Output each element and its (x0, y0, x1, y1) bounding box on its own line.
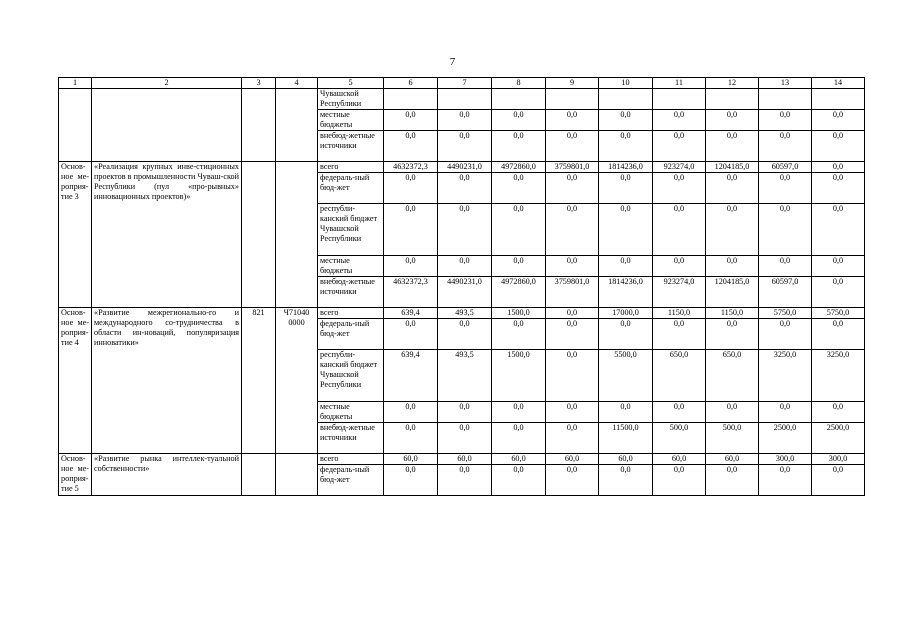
value-cell: 60,0 (438, 454, 492, 465)
value-cell: 0,0 (706, 256, 759, 277)
value-cell: 500,0 (653, 423, 706, 454)
value-cell: 0,0 (759, 402, 812, 423)
value-cell: 0,0 (546, 204, 599, 256)
value-cell: 0,0 (438, 173, 492, 204)
table-row (59, 162, 865, 173)
value-cell: 300,0 (812, 454, 865, 465)
value-cell: 0,0 (599, 204, 653, 256)
value-cell: 4972860,0 (492, 162, 546, 173)
column-number-header: 9 (546, 78, 599, 89)
value-cell: 500,0 (706, 423, 759, 454)
funding-source-cell: внебюд-жетные источники (318, 131, 384, 162)
value-cell: 0,0 (384, 465, 438, 496)
value-cell: 0,0 (384, 256, 438, 277)
value-cell: 0,0 (759, 131, 812, 162)
value-cell: 493,5 (438, 308, 492, 319)
value-cell: 0,0 (599, 131, 653, 162)
value-cell: 2500,0 (759, 423, 812, 454)
column-number-header: 3 (242, 78, 276, 89)
value-cell: 300,0 (759, 454, 812, 465)
value-cell: 0,0 (653, 465, 706, 496)
code-cell (242, 89, 276, 162)
measure-label: Основ-ное ме-роприя-тие 3 (59, 162, 92, 308)
value-cell: 0,0 (653, 256, 706, 277)
table-row (59, 454, 865, 465)
page-number: 7 (449, 56, 456, 68)
value-cell: 0,0 (759, 204, 812, 256)
column-number-header: 6 (384, 78, 438, 89)
column-number-header: 8 (492, 78, 546, 89)
value-cell: 0,0 (492, 131, 546, 162)
measure-label: Основ-ное ме-роприя-тие 5 (59, 454, 92, 496)
value-cell: 4632372,3 (384, 162, 438, 173)
funding-source-cell: федераль-ный бюд-жет (318, 319, 384, 350)
column-number-header: 4 (276, 78, 318, 89)
value-cell: 0,0 (706, 319, 759, 350)
responsible-code (242, 162, 276, 308)
table-row (59, 89, 865, 110)
value-cell: 1204185,0 (706, 277, 759, 308)
value-cell: 493,5 (438, 350, 492, 402)
value-cell: 0,0 (599, 173, 653, 204)
value-cell: 923274,0 (653, 277, 706, 308)
value-cell: 923274,0 (653, 162, 706, 173)
value-cell: 0,0 (438, 131, 492, 162)
value-cell: 0,0 (546, 131, 599, 162)
value-cell: 0,0 (653, 319, 706, 350)
value-cell: 0,0 (492, 256, 546, 277)
value-cell: 0,0 (759, 256, 812, 277)
value-cell: 0,0 (546, 465, 599, 496)
column-number-header: 14 (812, 78, 865, 89)
value-cell: 0,0 (384, 173, 438, 204)
value-cell: 0,0 (759, 319, 812, 350)
label-cell (59, 89, 92, 162)
value-cell: 60,0 (546, 454, 599, 465)
value-cell: 0,0 (546, 402, 599, 423)
value-cell: 17000,0 (599, 308, 653, 319)
value-cell: 650,0 (653, 350, 706, 402)
column-number-header: 11 (653, 78, 706, 89)
value-cell: 0,0 (812, 131, 865, 162)
value-cell: 1500,0 (492, 350, 546, 402)
value-cell: 1150,0 (706, 308, 759, 319)
value-cell: 60,0 (492, 454, 546, 465)
value-cell: 0,0 (492, 204, 546, 256)
value-cell: 0,0 (438, 110, 492, 131)
value-cell: 0,0 (599, 402, 653, 423)
column-number-header: 7 (438, 78, 492, 89)
budget-classification-code (276, 162, 318, 308)
value-cell: 1204185,0 (706, 162, 759, 173)
value-cell (492, 89, 546, 110)
value-cell: 0,0 (438, 423, 492, 454)
value-cell: 0,0 (706, 402, 759, 423)
value-cell: 0,0 (546, 110, 599, 131)
value-cell (759, 89, 812, 110)
value-cell: 5500,0 (599, 350, 653, 402)
value-cell: 0,0 (653, 131, 706, 162)
value-cell: 1500,0 (492, 308, 546, 319)
value-cell: 0,0 (599, 465, 653, 496)
value-cell: 4490231,0 (438, 162, 492, 173)
value-cell: 0,0 (438, 465, 492, 496)
funding-source-cell: местные бюджеты (318, 256, 384, 277)
funding-source-cell: внебюд-жетные источники (318, 277, 384, 308)
value-cell: 0,0 (759, 173, 812, 204)
value-cell: 0,0 (706, 131, 759, 162)
value-cell: 0,0 (546, 173, 599, 204)
value-cell: 2500,0 (812, 423, 865, 454)
value-cell: 0,0 (492, 173, 546, 204)
value-cell: 1814236,0 (599, 277, 653, 308)
value-cell: 0,0 (706, 465, 759, 496)
value-cell: 3759801,0 (546, 162, 599, 173)
value-cell: 0,0 (599, 110, 653, 131)
value-cell: 4490231,0 (438, 277, 492, 308)
value-cell: 0,0 (812, 277, 865, 308)
value-cell: 4972860,0 (492, 277, 546, 308)
value-cell (653, 89, 706, 110)
value-cell: 0,0 (546, 319, 599, 350)
value-cell: 60,0 (384, 454, 438, 465)
value-cell: 639,4 (384, 308, 438, 319)
measure-name: «Развитие рынка интеллек-туальной собственности» (92, 454, 242, 496)
measure-label: Основ-ное ме-роприя-тие 4 (59, 308, 92, 454)
value-cell: 0,0 (812, 173, 865, 204)
value-cell (546, 89, 599, 110)
value-cell: 11500,0 (599, 423, 653, 454)
value-cell: 0,0 (492, 465, 546, 496)
funding-source-cell: федераль-ный бюд-жет (318, 173, 384, 204)
column-number-header: 2 (92, 78, 242, 89)
name-cell (92, 89, 242, 162)
value-cell: 0,0 (438, 402, 492, 423)
value-cell: 0,0 (759, 110, 812, 131)
value-cell: 0,0 (546, 256, 599, 277)
funding-source-cell: всего (318, 454, 384, 465)
funding-source-cell: федераль-ный бюд-жет (318, 465, 384, 496)
value-cell (438, 89, 492, 110)
value-cell: 5750,0 (812, 308, 865, 319)
value-cell: 0,0 (812, 465, 865, 496)
value-cell: 0,0 (492, 110, 546, 131)
value-cell: 0,0 (384, 423, 438, 454)
responsible-code: 821 (242, 308, 276, 454)
value-cell: 0,0 (438, 256, 492, 277)
value-cell: 4632372,3 (384, 277, 438, 308)
value-cell: 0,0 (492, 402, 546, 423)
budget-table (58, 77, 865, 496)
value-cell: 0,0 (384, 204, 438, 256)
value-cell: 0,0 (812, 110, 865, 131)
value-cell: 0,0 (492, 423, 546, 454)
value-cell: 3759801,0 (546, 277, 599, 308)
column-number-header: 12 (706, 78, 759, 89)
value-cell: 0,0 (706, 110, 759, 131)
value-cell: 0,0 (438, 319, 492, 350)
value-cell: 0,0 (384, 319, 438, 350)
value-cell: 0,0 (384, 131, 438, 162)
value-cell: 5750,0 (759, 308, 812, 319)
value-cell: 60,0 (706, 454, 759, 465)
responsible-code (242, 454, 276, 496)
value-cell: 0,0 (599, 319, 653, 350)
value-cell: 0,0 (653, 204, 706, 256)
value-cell: 0,0 (653, 402, 706, 423)
column-number-header: 10 (599, 78, 653, 89)
value-cell: 0,0 (384, 110, 438, 131)
value-cell: 0,0 (706, 204, 759, 256)
column-number-header: 13 (759, 78, 812, 89)
table-row (59, 308, 865, 319)
value-cell (384, 89, 438, 110)
value-cell: 60,0 (653, 454, 706, 465)
value-cell: 0,0 (653, 173, 706, 204)
value-cell: 60,0 (599, 454, 653, 465)
program-code-cell (276, 89, 318, 162)
value-cell: 0,0 (653, 110, 706, 131)
column-number-header: 1 (59, 78, 92, 89)
value-cell: 0,0 (384, 402, 438, 423)
value-cell: 0,0 (812, 402, 865, 423)
value-cell: 0,0 (759, 465, 812, 496)
value-cell: 0,0 (812, 319, 865, 350)
funding-source-cell: республи-канский бюджет Чувашской Республики (318, 350, 384, 402)
value-cell: 0,0 (812, 204, 865, 256)
value-cell: 0,0 (438, 204, 492, 256)
funding-source-cell: республи-канский бюджет Чувашской Республики (318, 204, 384, 256)
table-header-row (59, 78, 865, 89)
value-cell (599, 89, 653, 110)
funding-source-cell: всего (318, 308, 384, 319)
funding-source-cell: Чувашской Республики (318, 89, 384, 110)
budget-classification-code (276, 454, 318, 496)
measure-name: «Развитие межрегионально-го и международного со-трудничества в области ин-новаций, популяризация инноватики» (92, 308, 242, 454)
column-number-header: 5 (318, 78, 384, 89)
funding-source-cell: всего (318, 162, 384, 173)
value-cell: 650,0 (706, 350, 759, 402)
value-cell: 1150,0 (653, 308, 706, 319)
funding-source-cell: местные бюджеты (318, 402, 384, 423)
value-cell: 0,0 (706, 173, 759, 204)
value-cell: 60597,0 (759, 162, 812, 173)
budget-classification-code: Ч71040 0000 (276, 308, 318, 454)
value-cell: 0,0 (546, 308, 599, 319)
funding-source-cell: внебюд-жетные источники (318, 423, 384, 454)
value-cell: 3250,0 (812, 350, 865, 402)
value-cell: 0,0 (492, 319, 546, 350)
value-cell: 0,0 (546, 423, 599, 454)
value-cell: 0,0 (599, 256, 653, 277)
value-cell: 0,0 (812, 162, 865, 173)
value-cell (812, 89, 865, 110)
value-cell: 60597,0 (759, 277, 812, 308)
funding-source-cell: местные бюджеты (318, 110, 384, 131)
value-cell (706, 89, 759, 110)
value-cell: 0,0 (546, 350, 599, 402)
value-cell: 0,0 (812, 256, 865, 277)
value-cell: 639,4 (384, 350, 438, 402)
value-cell: 3250,0 (759, 350, 812, 402)
measure-name: «Реализация крупных инве-стиционных проектов в промышленности Чуваш-ской Республики (пул «про-рывных» инновационных проектов)» (92, 162, 242, 308)
value-cell: 1814236,0 (599, 162, 653, 173)
